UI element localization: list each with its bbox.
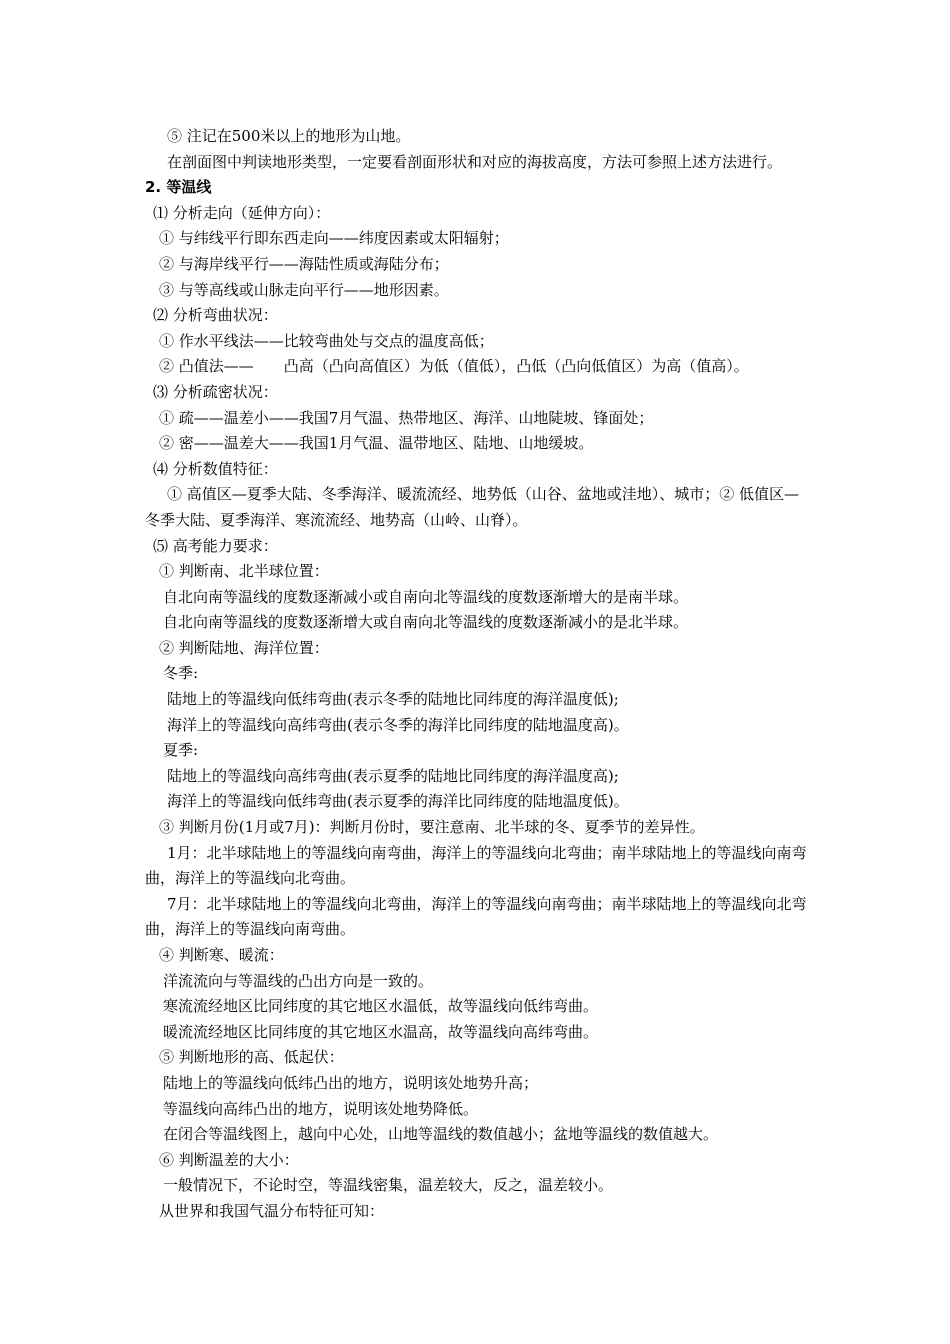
text-line: ② 判断陆地、海洋位置： (159, 638, 329, 657)
text-line: ⑤ 注记在500米以上的地形为山地。 (167, 127, 411, 145)
text-line: ① 作水平线法——比较弯曲处与交点的温度高低； (159, 331, 494, 350)
text-line: 夏季: (163, 741, 199, 760)
text-line: 陆地上的等温线向低纬凸出的地方，说明该处地势升高； (163, 1073, 539, 1092)
text-line: 洋流流向与等温线的凸出方向是一致的。 (163, 971, 434, 990)
text-line: 寒流流经地区比同纬度的其它地区水温低，故等温线向低纬弯曲。 (163, 997, 599, 1016)
text-line: ③ 判断月份(1月或7月)：判断月份时，要注意南、北半球的冬、夏季节的差异性。 (159, 818, 705, 837)
section-heading: 2. 等温线 (145, 178, 212, 197)
text-line: 在闭合等温线图上，越向中心处，山地等温线的数值越小；盆地等温线的数值越大。 (163, 1125, 719, 1144)
text-line: 1月：北半球陆地上的等温线向南弯曲，海洋上的等温线向北弯曲；南半球陆地上的等温线向南弯曲，海洋上的等温线向北弯曲。 (145, 843, 807, 888)
text-line: ① 与纬线平行即东西走向——纬度因素或太阳辐射； (159, 229, 509, 248)
text-line: 等温线向高纬凸出的地方，说明该处地势降低。 (163, 1099, 479, 1118)
text-line: ⑸ 高考能力要求： (153, 536, 278, 555)
text-line: ⑥ 判断温差的大小： (159, 1150, 299, 1169)
text-line: ⑵ 分析弯曲状况： (153, 306, 278, 325)
text-line: 海洋上的等温线向高纬弯曲(表示冬季的海洋比同纬度的陆地温度高)。 (167, 715, 629, 734)
text-line: 一般情况下，不论时空，等温线密集，温差较大，反之，温差较小。 (163, 1176, 614, 1195)
text-line: ② 与海岸线平行——海陆性质或海陆分布； (159, 254, 449, 273)
text-line: 自北向南等温线的度数逐渐增大或自南向北等温线的度数逐渐减小的是北半球。 (163, 613, 689, 632)
text-line: 海洋上的等温线向低纬弯曲(表示夏季的海洋比同纬度的陆地温度低)。 (167, 792, 629, 811)
text-line: ① 判断南、北半球位置： (159, 562, 329, 581)
text-line: ② 凸值法—— 凸高（凸向高值区）为低（值低），凸低（凸向低值区）为高（值高）。 (159, 357, 749, 376)
text-line: 自北向南等温线的度数逐渐减小或自南向北等温线的度数逐渐增大的是南半球。 (163, 587, 689, 606)
text-line: ④ 判断寒、暖流： (159, 946, 284, 964)
text-line: ① 高值区—夏季大陆、冬季海洋、暖流流经、地势低（山谷、盆地或洼地）、城市；② 低值区—冬季大陆、夏季海洋、寒流流经、地势高（山岭、山脊）。 (145, 485, 800, 529)
text-line: ⑴ 分析走向（延伸方向）： (153, 203, 331, 222)
text-line: 陆地上的等温线向高纬弯曲(表示夏季的陆地比同纬度的海洋温度高); (167, 766, 619, 785)
text-line: ③ 与等高线或山脉走向平行——地形因素。 (159, 280, 449, 299)
text-line: ⑶ 分析疏密状况： (153, 382, 278, 401)
text-line: 冬季: (163, 664, 199, 683)
text-line: 陆地上的等温线向低纬弯曲(表示冬季的陆地比同纬度的海洋温度低); (167, 690, 619, 709)
text-line: 7月：北半球陆地上的等温线向北弯曲，海洋上的等温线向南弯曲；南半球陆地上的等温线向北弯曲，海洋上的等温线向南弯曲。 (145, 894, 807, 939)
document-body (145, 124, 809, 1225)
text-line: 暖流流经地区比同纬度的其它地区水温高，故等温线向高纬弯曲。 (163, 1022, 599, 1041)
text-line: 在剖面图中判读地形类型，一定要看剖面形状和对应的海拔高度，方法可参照上述方法进行。 (167, 152, 783, 171)
text-line: ⑤ 判断地形的高、低起伏： (159, 1048, 344, 1067)
text-line: ② 密——温差大——我国1月气温、温带地区、陆地、山地缓坡。 (159, 434, 594, 453)
text-line: 从世界和我国气温分布特征可知： (159, 1201, 385, 1220)
text-line: ① 疏——温差小——我国7月气温、热带地区、海洋、山地陡坡、锋面处； (159, 408, 654, 427)
text-line: ⑷ 分析数值特征： (153, 459, 278, 478)
